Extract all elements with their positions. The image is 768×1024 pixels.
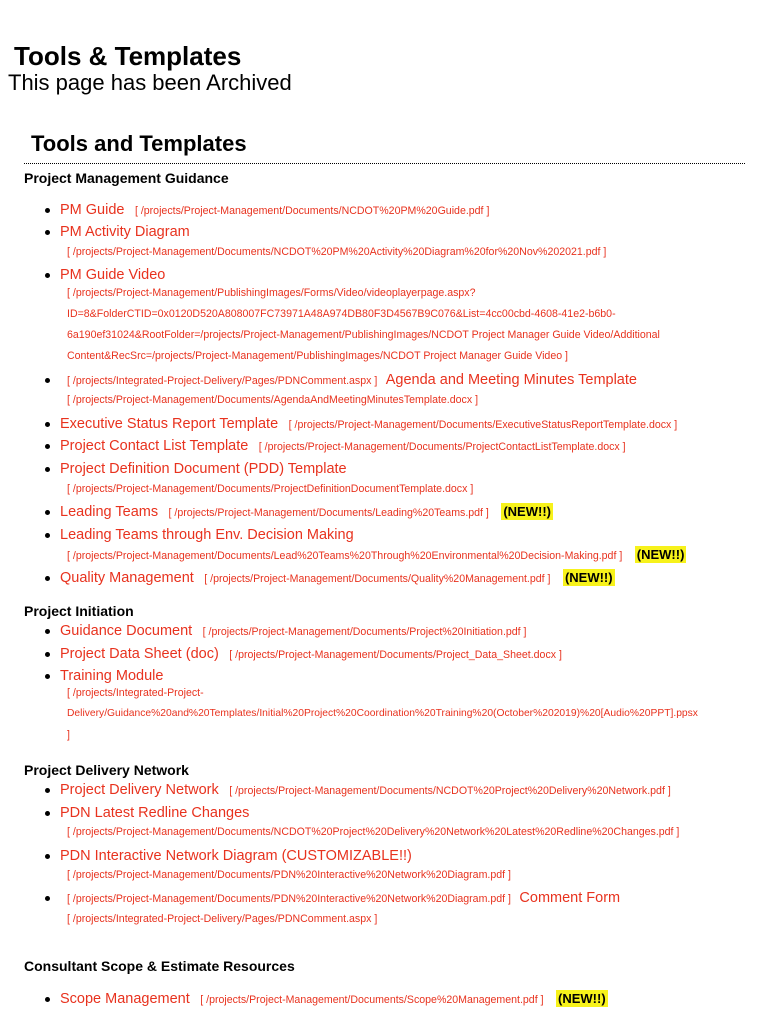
bullet: [45, 230, 50, 235]
scope-management-link[interactable]: Scope Management: [60, 991, 190, 1007]
pm-video-url-line[interactable]: [ /projects/Project-Management/PublishingImages/Forms/Video/videoplayerpage.aspx?: [67, 287, 476, 299]
pm-video-url-line[interactable]: 6a190ef31024&RootFolder=/projects/Project-Management/PublishingImages/NCDOT Project Manager Guide Video/Additional: [67, 329, 660, 341]
guidance-document-url[interactable]: [ /projects/Project-Management/Documents/Project%20Initiation.pdf ]: [202, 626, 527, 638]
pm-video-url-line[interactable]: Content&RecSrc=/projects/Project-Management/PublishingImages/NCDOT Project Manager Guide Video ]: [67, 350, 568, 362]
pdd-url[interactable]: [ /projects/Project-Management/Documents/ProjectDefinitionDocumentTemplate.docx ]: [67, 483, 474, 495]
pm-guide-url[interactable]: [ /projects/Project-Management/Documents/NCDOT%20PM%20Guide.pdf ]: [134, 205, 490, 217]
pdn-interactive-url[interactable]: [ /projects/Project-Management/Documents/PDN%20Interactive%20Network%20Diagram.pdf ]: [67, 869, 511, 881]
page-title: Tools & Templates: [14, 41, 242, 71]
heading-pm-guidance: Project Management Guidance: [24, 170, 229, 186]
data-sheet-link[interactable]: Project Data Sheet (doc): [60, 646, 219, 662]
pm-activity-url[interactable]: [ /projects/Project-Management/Documents/NCDOT%20PM%20Activity%20Diagram%20for%20Nov%202021.pdf ]: [67, 246, 607, 258]
agenda-template-url[interactable]: [ /projects/Project-Management/Documents/AgendaAndMeetingMinutesTemplate.docx ]: [67, 394, 479, 406]
training-url-line[interactable]: ]: [67, 729, 70, 741]
pdn-diagram-url[interactable]: [ /projects/Project-Management/Documents/PDN%20Interactive%20Network%20Diagram.pdf ]: [67, 893, 511, 905]
comment-form-url[interactable]: [ /projects/Integrated-Project-Delivery/Pages/PDNComment.aspx ]: [67, 913, 378, 925]
comment-form-link[interactable]: Comment Form: [519, 890, 621, 906]
pdn-interactive-link[interactable]: PDN Interactive Network Diagram (CUSTOMIZABLE!!): [60, 848, 412, 864]
heading-project-initiation: Project Initiation: [24, 603, 134, 619]
bullet: [45, 467, 50, 472]
section-title: Tools and Templates: [31, 131, 247, 156]
leading-env-link[interactable]: Leading Teams through Env. Decision Making: [60, 527, 354, 543]
new-badge: (NEW!!): [564, 570, 613, 585]
bullet: [45, 674, 50, 679]
heading-consultant-scope: Consultant Scope & Estimate Resources: [24, 958, 295, 974]
agenda-comment-url[interactable]: [ /projects/Integrated-Project-Delivery/Pages/PDNComment.aspx ]: [67, 375, 378, 387]
section-divider: [24, 163, 745, 164]
pm-guide-link[interactable]: PM Guide: [60, 202, 125, 218]
new-badge: (NEW!!): [503, 504, 551, 519]
bullet: [45, 444, 50, 449]
bullet: [45, 422, 50, 427]
quality-link[interactable]: Quality Management: [60, 570, 194, 586]
pm-activity-link[interactable]: PM Activity Diagram: [60, 224, 190, 240]
pm-video-link[interactable]: PM Guide Video: [60, 267, 166, 283]
pdd-link[interactable]: Project Definition Document (PDD) Template: [60, 461, 347, 477]
bullet: [45, 208, 50, 213]
bullet: [45, 533, 50, 538]
contact-list-url[interactable]: [ /projects/Project-Management/Documents/ProjectContactListTemplate.docx ]: [258, 441, 626, 453]
pdn-url[interactable]: [ /projects/Project-Management/Documents/NCDOT%20Project%20Delivery%20Network.pdf ]: [229, 785, 671, 797]
new-badge: (NEW!!): [558, 991, 606, 1006]
new-badge: (NEW!!): [636, 547, 685, 562]
leading-env-url[interactable]: [ /projects/Project-Management/Documents/Lead%20Teams%20Through%20Environmental%20Decision-Making.pdf ]: [67, 550, 623, 562]
contact-list-link[interactable]: Project Contact List Template: [60, 438, 249, 454]
quality-url[interactable]: [ /projects/Project-Management/Documents/Quality%20Management.pdf ]: [204, 573, 551, 585]
training-url-line[interactable]: [ /projects/Integrated-Project-: [67, 687, 204, 699]
bullet: [45, 378, 50, 383]
leading-teams-link[interactable]: Leading Teams: [60, 504, 159, 520]
bullet: [45, 788, 50, 793]
exec-status-link[interactable]: Executive Status Report Template: [60, 416, 279, 432]
bullet: [45, 854, 50, 859]
exec-status-url[interactable]: [ /projects/Project-Management/Documents/ExecutiveStatusReportTemplate.docx ]: [288, 419, 678, 431]
scope-management-url[interactable]: [ /projects/Project-Management/Documents/Scope%20Management.pdf ]: [200, 994, 544, 1006]
guidance-document-link[interactable]: Guidance Document: [60, 623, 193, 639]
pdn-link[interactable]: Project Delivery Network: [60, 782, 219, 798]
bullet: [45, 997, 50, 1002]
bullet: [45, 896, 50, 901]
bullet: [45, 273, 50, 278]
data-sheet-url[interactable]: [ /projects/Project-Management/Documents/Project_Data_Sheet.docx ]: [229, 649, 562, 661]
archived-notice: This page has been Archived: [8, 70, 292, 95]
pdn-redline-url[interactable]: [ /projects/Project-Management/Documents/NCDOT%20Project%20Delivery%20Network%20Latest%20Redline%20Changes.pdf ]: [67, 826, 680, 838]
bullet: [45, 510, 50, 515]
leading-teams-url[interactable]: [ /projects/Project-Management/Documents/Leading%20Teams.pdf ]: [168, 507, 489, 519]
pdn-redline-link[interactable]: PDN Latest Redline Changes: [60, 805, 250, 821]
bullet: [45, 652, 50, 657]
pm-video-url-line[interactable]: ID=8&FolderCTID=0x0120D520A808007FC73971A48A974DB80F3D4567B9C076&List=4cc00cbd-4608-41e2-b6b0-: [67, 308, 616, 320]
bullet: [45, 576, 50, 581]
bullet: [45, 629, 50, 634]
heading-project-delivery-network: Project Delivery Network: [24, 762, 189, 778]
training-module-link[interactable]: Training Module: [60, 668, 164, 684]
training-url-line[interactable]: Delivery/Guidance%20and%20Templates/Initial%20Project%20Coordination%20Training%20(October%202019)%20[Audio%20PPT].ppsx: [67, 708, 698, 719]
bullet: [45, 811, 50, 816]
agenda-template-link[interactable]: Agenda and Meeting Minutes Template: [385, 372, 637, 388]
